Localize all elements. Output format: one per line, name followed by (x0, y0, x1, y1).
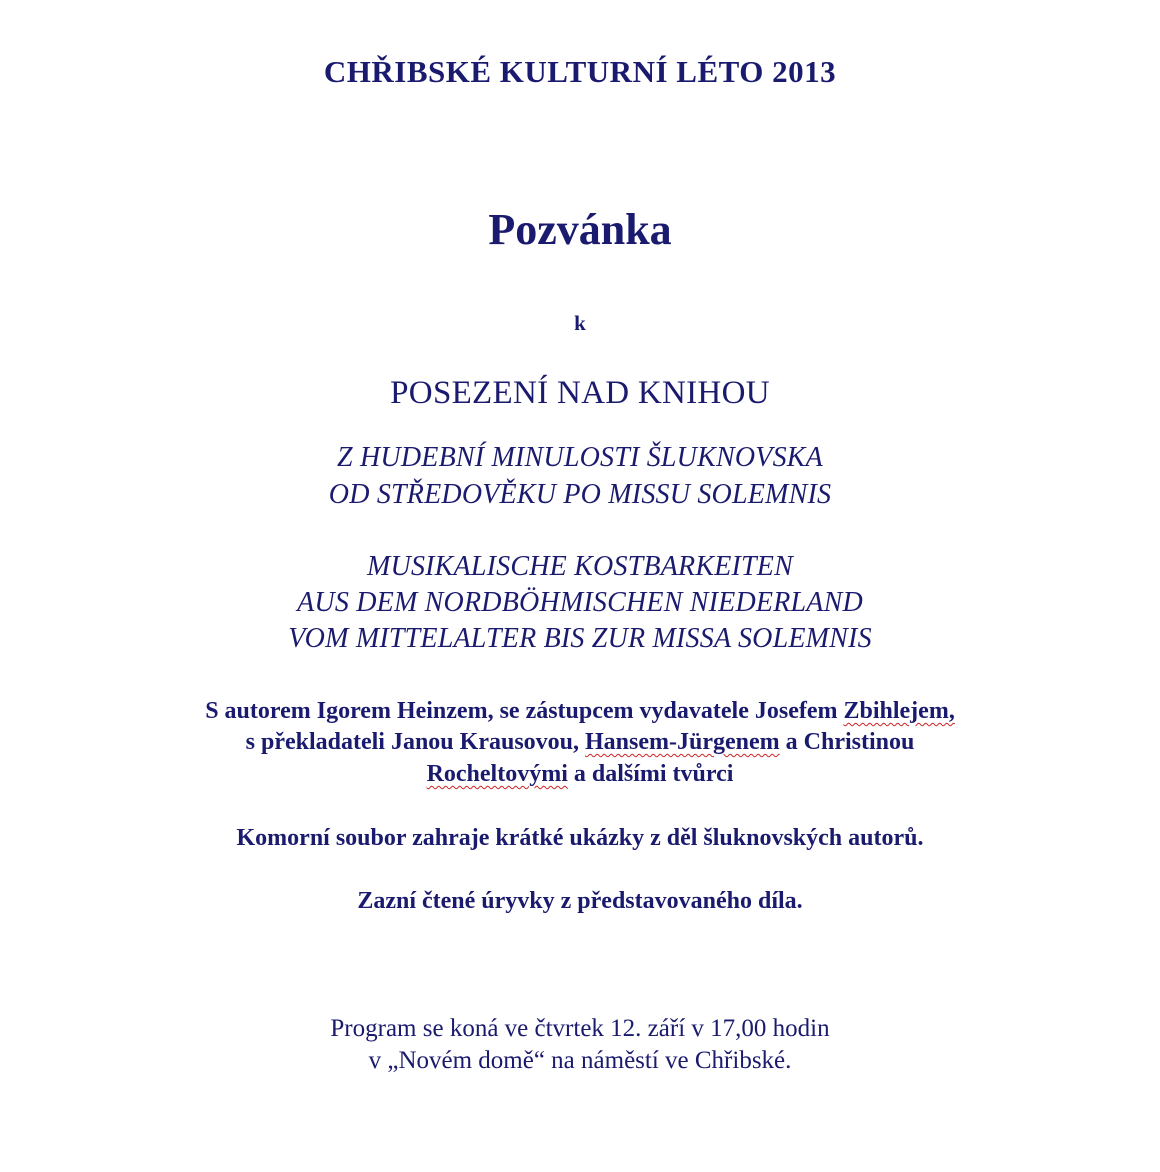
guests-line-1-text: S autorem Igorem Heinzem, se zástupcem vydavatele Josefem (205, 698, 844, 724)
preposition-k: k (574, 311, 586, 335)
guests-line-2-text: s překladateli Janou Krausovou, (245, 729, 586, 755)
program-line-2: v „Novém domě“ na náměstí ve Chřibské. (368, 1047, 792, 1074)
german-subtitle-line-1: MUSIKALISCHE KOSTBARKEITEN (367, 551, 793, 582)
event-name: POSEZENÍ NAD KNIHOU (390, 375, 770, 411)
guests-name-zbihlejem: Zbihlejem, (843, 698, 955, 724)
reading-note: Zazní čtené úryvky z představovaného díla. (357, 888, 803, 914)
guests-line-2 (0, 730, 1160, 754)
czech-subtitle-line-1: Z HUDEBNÍ MINULOSTI ŠLUKNOVSKA (337, 442, 823, 473)
guests-line-2-tail: a Christinou (779, 729, 915, 755)
guests-name-hansem-jurgenem: Hansem-Jürgenem (585, 729, 780, 755)
festival-header: CHŘIBSKÉ KULTURNÍ LÉTO 2013 (323, 54, 837, 89)
music-note: Komorní soubor zahraje krátké ukázky z děl šluknovských autorů. (236, 825, 924, 851)
guests-line-3 (0, 762, 1160, 786)
guests-line-1 (0, 699, 1160, 723)
program-line-1: Program se koná ve čtvrtek 12. září v 17,00 hodin (330, 1015, 830, 1042)
german-subtitle-line-2: AUS DEM NORDBÖHMISCHEN NIEDERLAND (297, 587, 863, 618)
czech-subtitle-line-2: OD STŘEDOVĚKU PO MISSU SOLEMNIS (328, 479, 832, 510)
german-subtitle-line-3: VOM MITTELALTER BIS ZUR MISSA SOLEMNIS (288, 623, 872, 654)
guests-name-rocheltovymi: Rocheltovými (426, 761, 568, 787)
invitation-title: Pozvánka (488, 205, 672, 254)
guests-line-3-tail: a dalšími tvůrci (567, 761, 734, 787)
